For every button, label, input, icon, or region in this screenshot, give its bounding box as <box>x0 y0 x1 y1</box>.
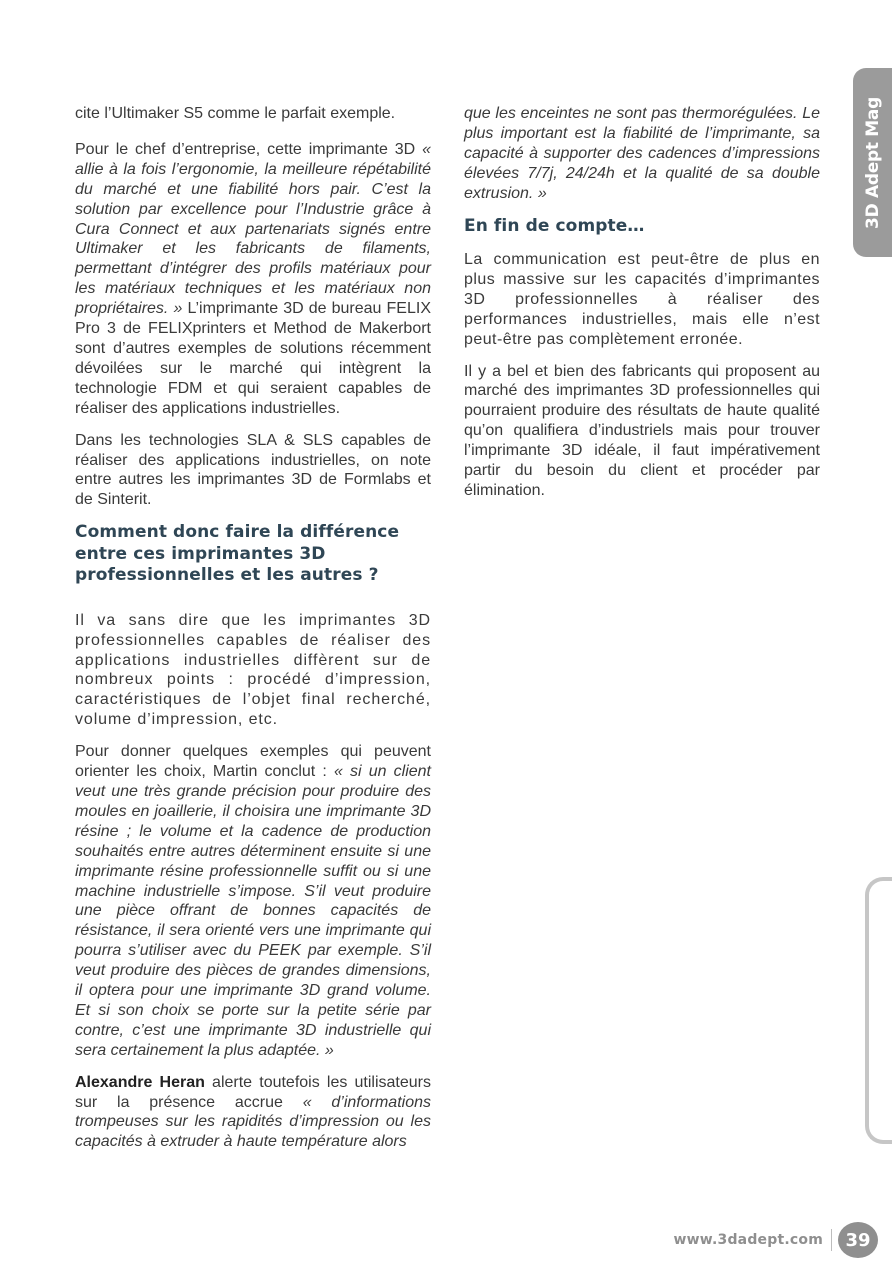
person-name: Alexandre Heran <box>75 1073 205 1091</box>
quote-text: « si un client veut une très grande précision pour produire des moules en joaillerie, il choisira une imprimante 3D résine ; le volume et la cadence de production souhaités entre autres déterminent ensuite si une imprimante résine professionnelle suffit ou si une machine industrielle s’impose. S’il veut produire une pièce offrant de bonnes capacités de résistance, il sera orienté vers une imprimante qui pourra s’utiliser avec du PEEK par exemple. S’il veut produire des pièces de grandes dimensions, il optera pour une imprimante 3D grand volume. Et si son choix se porte sur la petite série par contre, c’est une imprimante 3D industrielle qui sera certainement la plus adaptée. » <box>75 763 432 1059</box>
paragraph: cite l’Ultimaker S5 comme le parfait exemple. <box>75 105 396 122</box>
page-number: 39 <box>838 1222 878 1258</box>
magazine-side-tab <box>853 68 892 257</box>
paragraph <box>75 140 431 419</box>
section-heading: En fin de compte… <box>464 215 645 236</box>
paragraph <box>464 104 820 204</box>
paragraph-text: alerte toutefois les utilisateurs sur la présence accrue <box>75 1073 431 1111</box>
page-footer <box>674 1222 879 1258</box>
paragraph-text: Pour le chef d’entreprise, cette imprimante 3D <box>75 140 423 158</box>
paragraph-text: L’imprimante 3D de bureau FELIX Pro 3 de FELIXprinters et Method de Makerbort sont d’autres exemples de solutions récemment dévoilées sur le marché qui intègrent la technologie FDM et qui seraient capables de réaliser des applications industrielles. <box>75 300 431 417</box>
paragraph <box>75 1073 431 1153</box>
paragraph: Il va sans dire que les imprimantes 3D professionnelles capables de réaliser des applications industrielles diffèrent sur de nombreux points : procédé d’impression, caractéristiques de l’objet final recherché, volume d’impression, etc. <box>75 611 431 729</box>
decorative-bracket <box>865 877 892 1144</box>
quote-text: « allie à la fois l’ergonomie, la meilleure répétabilité du marché et une fiabilité hors pair. C’est la solution par excellence pour l’Industrie grâce à Cura Connect et aux partenariats signés entre Ultimaker et les fabricants de filaments, permettant d’intégrer des profils matériaux pour les matériaux techniques et les matériaux non propriétaires. » <box>75 140 431 318</box>
magazine-name: 3D Adept Mag <box>862 96 883 229</box>
right-column <box>464 104 820 513</box>
website-link[interactable]: www.3dadept.com <box>673 1232 823 1248</box>
quote-text: « d’informations trompeuses sur les rapidités d’impression ou les capacités à extruder à haute température alors <box>75 1093 431 1151</box>
left-column <box>75 104 431 1164</box>
quote-text: que les enceintes ne sont pas thermorégulées. Le plus important est la fiabilité de l’imprimante, sa capacité à supporter des cadences d’impressions élevées 7/7j, 24/24h et la qualité de sa double extrusion. » <box>464 105 820 202</box>
paragraph-text: Pour donner quelques exemples qui peuvent orienter les choix, Martin conclut : <box>75 743 431 781</box>
paragraph: La communication est peut-être de plus en plus massive sur les capacités d’imprimantes 3D professionnelles à réaliser des performances industrielles, mais elle n’est peut-être pas complètement erronée. <box>464 251 820 348</box>
section-heading: Comment donc faire la différence entre ces imprimantes 3D professionnelles et les autres ? <box>75 522 400 586</box>
paragraph: Il y a bel et bien des fabricants qui proposent au marché des imprimantes 3D professionnelles qui pourraient produire des résultats de haute qualité qu’on qualifiera d’industriels mais pour trouver l’imprimante 3D idéale, il faut impérativement partir du besoin du client et procéder par élimination. <box>464 362 820 499</box>
paragraph <box>75 742 431 1061</box>
footer-divider <box>831 1229 832 1251</box>
paragraph: Dans les technologies SLA & SLS capables de réaliser des applications industrielles, on note entre autres les imprimantes 3D de Formlabs et de Sinterit. <box>75 431 431 509</box>
